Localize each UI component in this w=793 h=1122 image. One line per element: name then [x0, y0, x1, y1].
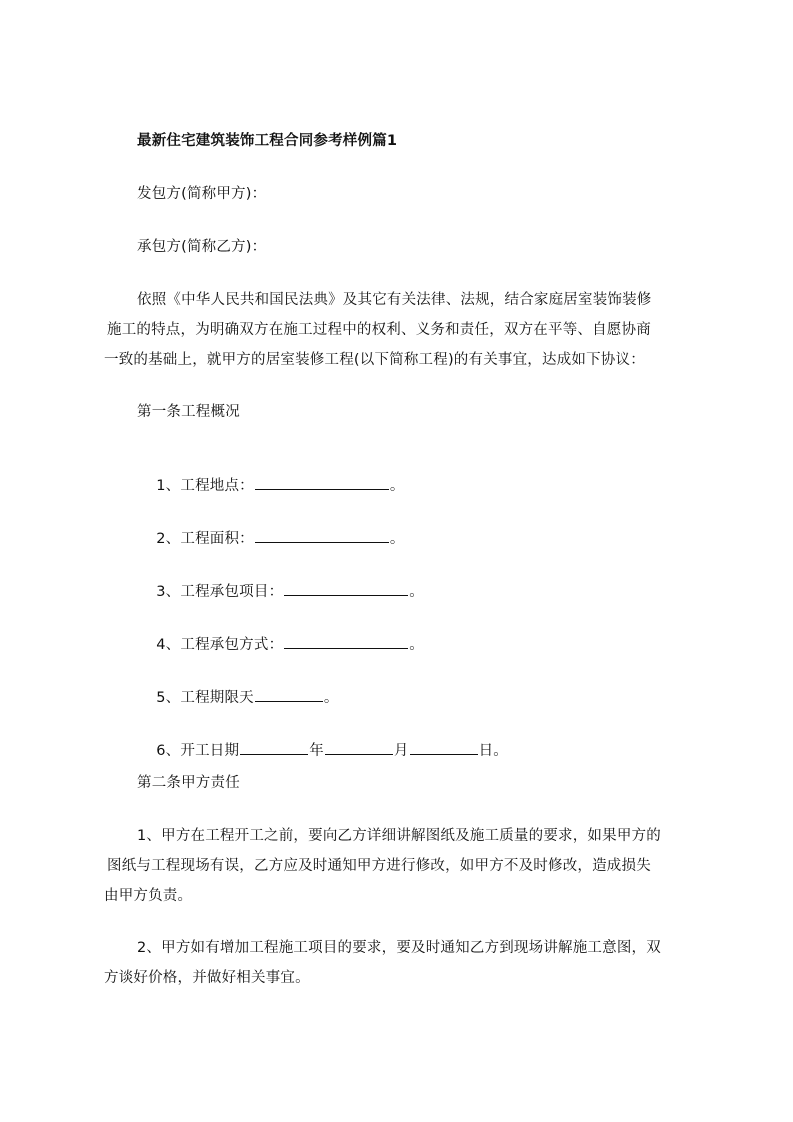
intro-line-1: 依照《中华人民共和国民法典》及其它有关法律、法规，结合家庭居室装饰装修	[137, 292, 652, 308]
item-6-day-blank	[410, 740, 478, 755]
clause-2-line-2: 方谈好价格，并做好相关事宜。	[104, 970, 310, 986]
intro-line-2: 施工的特点，为明确双方在施工过程中的权利、义务和责任，双方在平等、自愿协商	[107, 322, 651, 338]
document-title: 最新住宅建筑装饰工程合同参考样例篇1	[137, 133, 398, 149]
item-1-label: 1、工程地点：	[156, 478, 254, 494]
item-4-label: 4、工程承包方式：	[156, 637, 284, 653]
item-3-blank	[284, 581, 408, 596]
item-2-blank	[255, 528, 389, 543]
item-1-end: 。	[389, 478, 405, 494]
item-6-day: 日	[478, 743, 494, 759]
item-3-end: 。	[409, 584, 424, 600]
article-1-heading: 第一条工程概况	[137, 404, 240, 420]
item-5-blank	[255, 687, 323, 702]
clause-1-line-1: 1、甲方在工程开工之前，要向乙方详细讲解图纸及施工质量的要求，如果甲方的	[137, 828, 661, 844]
article-1-item-3	[137, 561, 424, 622]
intro-line-3: 一致的基础上，就甲方的居室装修工程(以下简称工程)的有关事宜，达成如下协议：	[104, 352, 645, 368]
article-1-item-5	[137, 667, 339, 728]
article-1-item-2	[137, 508, 405, 569]
party-b-line: 承包方(简称乙方)：	[137, 239, 267, 255]
item-6-label: 6、开工日期	[156, 743, 240, 759]
item-5-label: 5、工程期限天	[156, 690, 254, 706]
article-2-heading: 第二条甲方责任	[137, 775, 240, 791]
item-4-blank	[284, 634, 408, 649]
item-6-year-blank	[240, 740, 308, 755]
party-a-line: 发包方(简称甲方)：	[137, 186, 267, 202]
article-1-item-4	[137, 614, 424, 675]
item-1-blank	[255, 475, 389, 490]
article-1-item-6	[137, 720, 508, 781]
clause-1-line-3: 由甲方负责。	[104, 888, 193, 904]
item-6-year: 年	[309, 743, 324, 759]
clause-1-line-2: 图纸与工程现场有误，乙方应及时通知甲方进行修改，如甲方不及时修改，造成损失	[107, 858, 651, 874]
item-6-month-blank	[325, 740, 393, 755]
item-4-end: 。	[409, 637, 424, 653]
article-1-item-1	[137, 455, 405, 516]
item-6-end: 。	[493, 743, 508, 759]
item-6-month: 月	[393, 743, 409, 759]
item-2-end: 。	[389, 531, 405, 547]
item-5-end: 。	[323, 690, 339, 706]
item-2-label: 2、工程面积：	[156, 531, 254, 547]
item-3-label: 3、工程承包项目：	[156, 584, 284, 600]
clause-2-line-1: 2、甲方如有增加工程施工项目的要求，要及时通知乙方到现场讲解施工意图，双	[137, 940, 661, 956]
